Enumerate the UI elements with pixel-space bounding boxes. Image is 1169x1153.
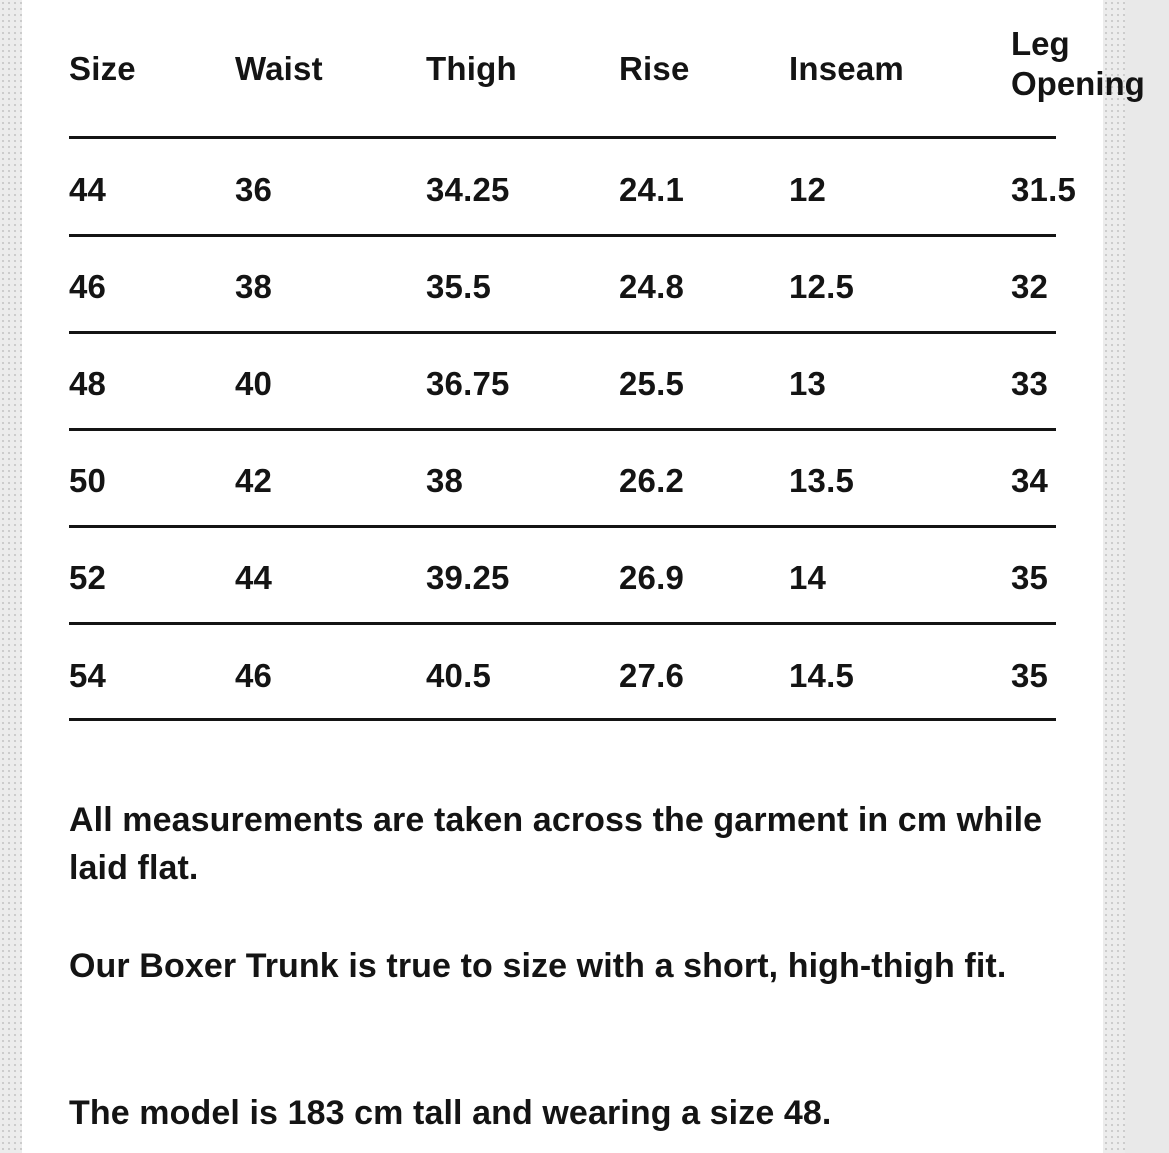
- cell-waist: 42: [235, 462, 273, 499]
- table-divider: [69, 525, 1056, 528]
- cell-leg-opening: 34: [1011, 462, 1049, 499]
- table-divider: [69, 718, 1056, 721]
- cell-thigh: 38: [426, 462, 464, 499]
- cell-rise: 24.8: [619, 268, 685, 305]
- cell-leg-opening: 33: [1011, 365, 1049, 402]
- cell-rise: 27.6: [619, 657, 685, 694]
- cell-leg-opening: 32: [1011, 268, 1049, 305]
- cell-size: 48: [69, 365, 107, 402]
- header-rise: Rise: [619, 50, 690, 87]
- cell-rise: 26.2: [619, 462, 685, 499]
- cell-thigh: 40.5: [426, 657, 492, 694]
- cell-thigh: 36.75: [426, 365, 510, 402]
- cell-rise: 25.5: [619, 365, 685, 402]
- table-divider: [69, 622, 1056, 625]
- cell-inseam: 14: [789, 559, 827, 596]
- size-table: [69, 0, 1145, 725]
- cell-thigh: 39.25: [426, 559, 510, 596]
- header-size: Size: [69, 50, 136, 87]
- size-guide-panel: [22, 0, 1145, 1153]
- cell-inseam: 12.5: [789, 268, 855, 305]
- cell-rise: 26.9: [619, 559, 685, 596]
- cell-thigh: 34.25: [426, 171, 510, 208]
- cell-waist: 38: [235, 268, 273, 305]
- table-row: [69, 628, 1169, 724]
- cell-leg-opening: 35: [1011, 657, 1049, 694]
- cell-inseam: 14.5: [789, 657, 855, 694]
- table-row: [69, 142, 1169, 238]
- fit-note: Our Boxer Trunk is true to size with a short, high-thigh fit.: [69, 947, 1007, 985]
- cell-size: 44: [69, 171, 107, 208]
- table-divider: [69, 234, 1056, 237]
- cell-size: 54: [69, 657, 107, 694]
- header-leg-opening: [1011, 24, 1145, 104]
- table-divider: [69, 331, 1056, 334]
- header-inseam: Inseam: [789, 50, 904, 87]
- table-row: [69, 530, 1169, 626]
- header-leg-opening-line2: Opening: [1011, 65, 1145, 102]
- cell-waist: 46: [235, 657, 273, 694]
- cell-inseam: 12: [789, 171, 827, 208]
- cell-leg-opening: 31.5: [1011, 171, 1077, 208]
- table-divider: [69, 136, 1056, 139]
- cell-size: 46: [69, 268, 107, 305]
- cell-inseam: 13.5: [789, 462, 855, 499]
- header-thigh: Thigh: [426, 50, 517, 87]
- header-waist: Waist: [235, 50, 323, 87]
- table-header-row: [69, 0, 1169, 138]
- measurement-note: All measurements are taken across the garment in cm while laid flat.: [69, 801, 1043, 887]
- left-gutter: [0, 0, 22, 1153]
- cell-inseam: 13: [789, 365, 827, 402]
- header-leg-opening-line1: Leg: [1011, 25, 1070, 62]
- table-row: [69, 239, 1169, 335]
- cell-waist: 36: [235, 171, 273, 208]
- table-row: [69, 433, 1169, 529]
- cell-thigh: 35.5: [426, 268, 492, 305]
- cell-leg-opening: 35: [1011, 559, 1049, 596]
- model-note: The model is 183 cm tall and wearing a size 48.: [69, 1094, 832, 1132]
- table-row: [69, 336, 1169, 432]
- cell-waist: 40: [235, 365, 273, 402]
- cell-rise: 24.1: [619, 171, 685, 208]
- cell-waist: 44: [235, 559, 273, 596]
- cell-size: 50: [69, 462, 107, 499]
- cell-size: 52: [69, 559, 107, 596]
- table-divider: [69, 428, 1056, 431]
